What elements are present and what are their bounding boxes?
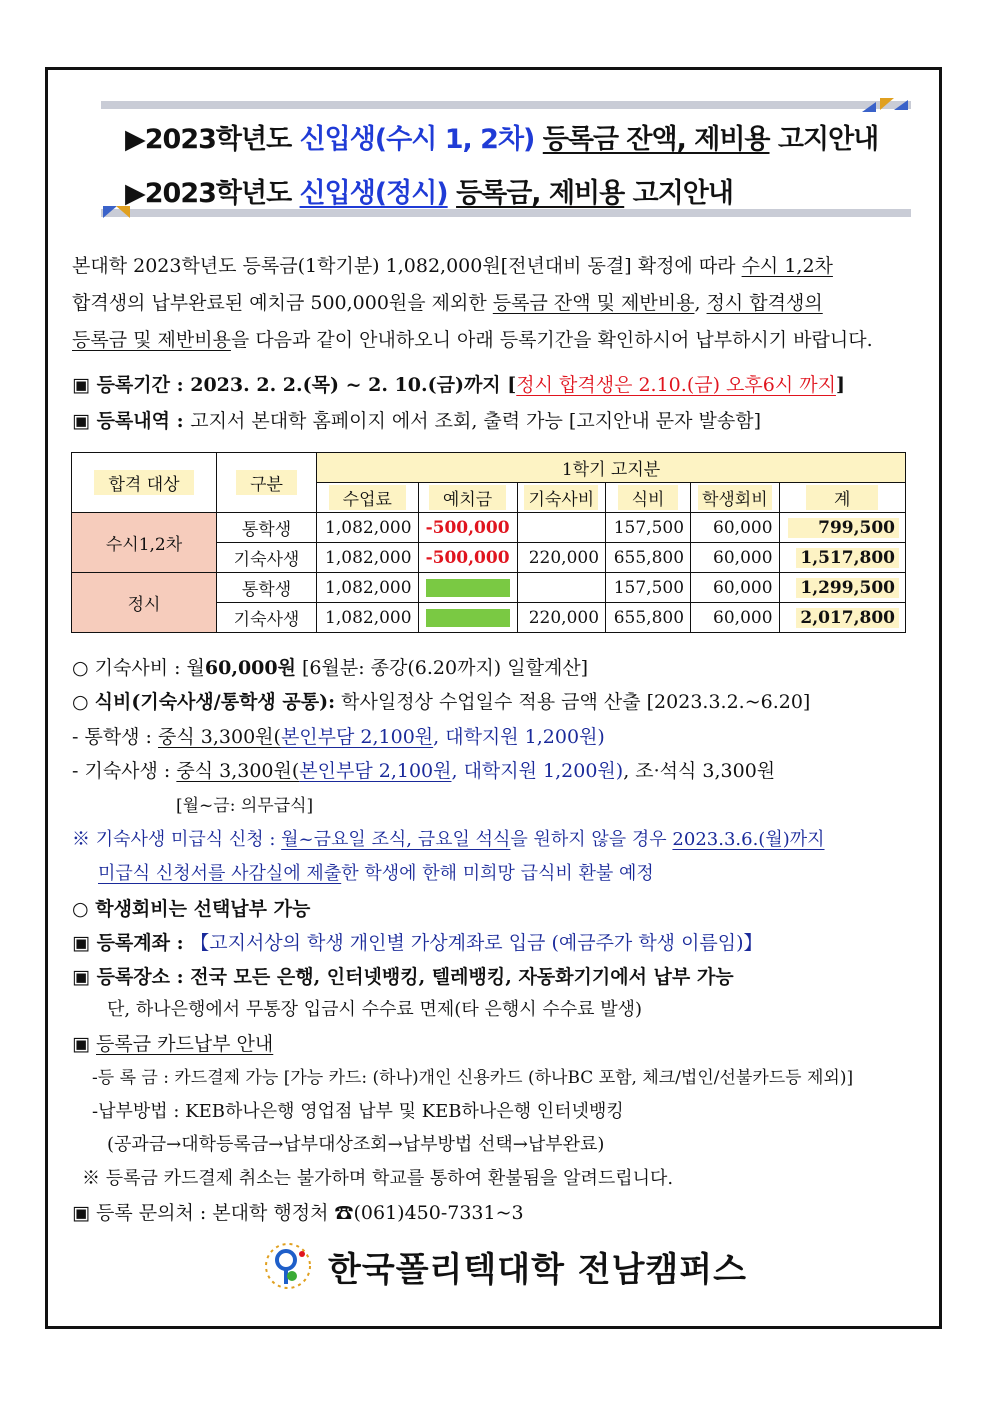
- note-meal-refund-2: 미급식 신청서를 사감실에 제출한 학생에 한해 미희망 급식비 환불 예정: [98, 863, 654, 884]
- note-meal-refund: ※ 기숙사생 미급식 신청 : 월~금요일 조식, 금요일 석식을 원하지 않을 경우 2023.3.6.(월)까지: [72, 829, 825, 850]
- green-fill-block: [426, 609, 510, 627]
- fee-table: [71, 452, 906, 633]
- cell-meal: 655,800: [606, 603, 691, 633]
- note-payment-place: ▣ 등록장소 : 전국 모든 은행, 인터넷뱅킹, 텔레뱅킹, 자동화기기에서 납부 가능: [72, 966, 734, 988]
- circle-bullet-icon: ○: [72, 657, 89, 679]
- note-council-fee: ○ 학생회비는 선택납부 가능: [72, 898, 311, 920]
- cell-total: 2,017,800: [779, 603, 905, 633]
- cell-dorm: 220,000: [517, 603, 605, 633]
- col-header: 예치금: [418, 483, 517, 513]
- cell-council: 60,000: [691, 543, 779, 573]
- cell-meal: 157,500: [606, 573, 691, 603]
- title-line-2: ▶2023학년도 신입생(정시) 등록금, 제비용 고지안내: [125, 178, 733, 209]
- header-deco-icon: [103, 206, 117, 218]
- col-header: 계: [779, 483, 905, 513]
- card-payment-4: ※ 등록금 카드결제 취소는 불가하며 학교를 통하여 환불됨을 알려드립니다.: [82, 1168, 674, 1189]
- note-meal-fee: ○ 식비(기숙사생/통학생 공통): 학사일정상 수업일수 적용 금액 산출 [2023.3.2.~6.20]: [72, 691, 811, 713]
- table-header-type: 구분: [217, 453, 317, 513]
- registration-content: ▣ 등록내역 : 고지서 본대학 홈페이지 에서 조회, 출력 가능 [고지안내 문자 발송함]: [72, 410, 762, 432]
- header-deco-icon: [880, 98, 894, 110]
- header-deco-icon: [894, 100, 908, 110]
- cell-council: 60,000: [691, 573, 779, 603]
- cell-deposit-empty: [418, 603, 517, 633]
- school-name: 한국폴리텍대학 전남캠퍼스: [328, 1249, 747, 1290]
- group-label: 정시: [72, 573, 217, 633]
- cell-meal: 157,500: [606, 513, 691, 543]
- cell-tuition: 1,082,000: [317, 543, 419, 573]
- cell-tuition: 1,082,000: [317, 603, 419, 633]
- school-logo: [262, 1240, 747, 1292]
- note-dorm-fee: ○ 기숙사비 : 월60,000원 [6월분: 종강(6.20까지) 일할계산]: [72, 657, 589, 679]
- note-commuter-meal: - 통학생 : 중식 3,300원(본인부담 2,100원, 대학지원 1,200원): [72, 726, 605, 748]
- note-payment-place-2: 단, 하나은행에서 무통장 입금시 수수료 면제(타 은행시 수수료 발생): [107, 999, 643, 1020]
- col-header: 수업료: [317, 483, 419, 513]
- cell-council: 60,000: [691, 603, 779, 633]
- col-header: 식비: [606, 483, 691, 513]
- table-row: [72, 573, 906, 603]
- note-dorm-meal-mandatory: [월~금: 의무급식]: [176, 796, 314, 816]
- title-line-1: ▶2023학년도 신입생(수시 1, 2차) 등록금 잔액, 제비용 고지안내: [125, 124, 879, 155]
- registration-period: ▣ 등록기간 : 2023. 2. 2.(목) ~ 2. 10.(금)까지 [정시 합격생은 2.10.(금) 오후6시 까지]: [72, 374, 845, 396]
- cell-dorm: [517, 513, 605, 543]
- col-header: 학생회비: [691, 483, 779, 513]
- row-type: 기숙사생: [217, 543, 317, 573]
- card-payment-1: -등 록 금 : 카드결제 가능 [가능 카드: (하나)개인 신용카드 (하나BC 포함, 체크/법인/선불카드등 제외)]: [92, 1068, 854, 1088]
- cell-meal: 655,800: [606, 543, 691, 573]
- cell-deposit-empty: [418, 573, 517, 603]
- cell-council: 60,000: [691, 513, 779, 543]
- table-row: [72, 513, 906, 543]
- cell-tuition: 1,082,000: [317, 513, 419, 543]
- circle-bullet-icon: ○: [72, 898, 89, 920]
- col-header: 기숙사비: [517, 483, 605, 513]
- cell-dorm: 220,000: [517, 543, 605, 573]
- row-type: 통학생: [217, 513, 317, 543]
- cell-deposit: -500,000: [418, 513, 517, 543]
- cell-total: 799,500: [779, 513, 905, 543]
- note-account: ▣ 등록계좌 : 【고지서상의 학생 개인별 가상계좌로 입금 (예금주가 학생 이름임)】: [72, 932, 763, 954]
- cell-dorm: [517, 573, 605, 603]
- header-deco-icon: [862, 102, 876, 112]
- circle-bullet-icon: ○: [72, 691, 89, 713]
- header-deco-icon: [116, 206, 130, 218]
- polytech-logo-icon: [262, 1240, 314, 1292]
- card-payment-3: (공과금→대학등록금→납부대상조회→납부방법 선택→납부완료): [107, 1134, 605, 1155]
- green-fill-block: [426, 579, 510, 597]
- intro-paragraph: 본대학 2023학년도 등록금(1학기분) 1,082,000원[전년대비 동결] 확정에 따라 수시 1,2차 합격생의 납부완료된 예치금 500,000원을 제외한 등록금 잔액 및 제반비용, 정시 합격생의 등록금 및 제반비용을 다음과 같이 안내하오니 아래 등록기간을 확인하시어 납부하시기 바랍니다.: [72, 255, 873, 351]
- table-header-semester: 1학기 고지분: [317, 453, 906, 483]
- card-payment-2: -납부방법 : KEB하나은행 영업점 납부 및 KEB하나은행 인터넷뱅킹: [92, 1101, 624, 1122]
- cell-deposit: -500,000: [418, 543, 517, 573]
- table-header-target: 합격 대상: [72, 453, 217, 513]
- row-type: 기숙사생: [217, 603, 317, 633]
- contact-info: ▣ 등록 문의처 : 본대학 행정처 ☎(061)450-7331~3: [72, 1202, 524, 1224]
- cell-total: 1,517,800: [779, 543, 905, 573]
- header-top-bar: [101, 101, 911, 109]
- row-type: 통학생: [217, 573, 317, 603]
- cell-tuition: 1,082,000: [317, 573, 419, 603]
- cell-total: 1,299,500: [779, 573, 905, 603]
- header-bottom-bar: [101, 209, 911, 217]
- group-label: 수시1,2차: [72, 513, 217, 573]
- card-payment-title: ▣ 등록금 카드납부 안내: [72, 1033, 274, 1055]
- note-dorm-meal: - 기숙사생 : 중식 3,300원(본인부담 2,100원, 대학지원 1,200원), 조·석식 3,300원: [72, 760, 776, 782]
